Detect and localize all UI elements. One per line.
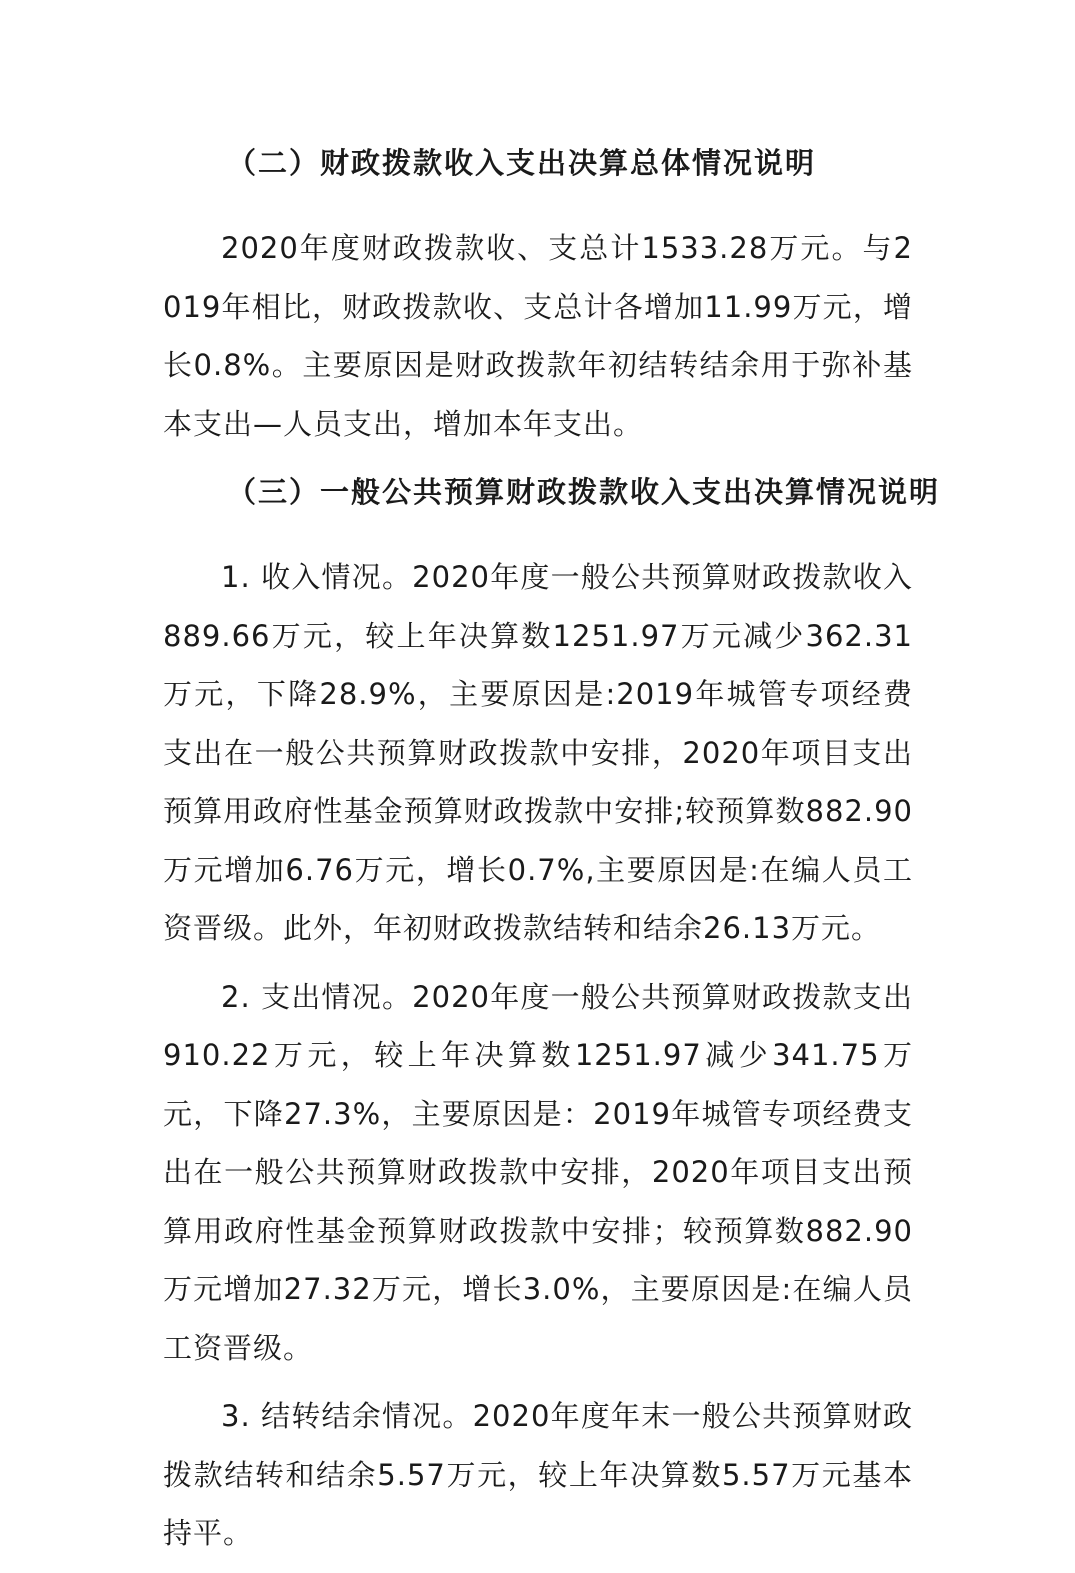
section-2-paragraph: 2020年度财政拨款收、支总计1533.28万元。与2019年相比，财政拨款收、支总计各增加11.99万元，增长0.8%。主要原因是财政拨款年初结转结余用于弥补基本支出—人员支出，增加本年支出。 (163, 231, 913, 441)
income-paragraph: 1. 收入情况。2020年度一般公共预算财政拨款收入889.66万元，较上年决算数1251.97万元减少362.31万元，下降28.9%，主要原因是:2019年城管专项经费支出在一般公共预算财政拨款中安排，2020年项目支出预算用政府性基金预算财政拨款中安排;较预算数882.90万元增加6.76万元，增长0.7%,主要原因是:在编人员工资晋级。此外，年初财政拨款结转和结余26.13万元。 (163, 560, 913, 945)
section-2-heading: （二）财政拨款收入支出决算总体情况说明 (227, 146, 817, 180)
carryover-paragraph: 3. 结转结余情况。2020年度年末一般公共预算财政拨款结转和结余5.57万元，较上年决算数5.57万元基本持平。 (163, 1399, 913, 1550)
document-body (163, 134, 941, 1573)
expenditure-paragraph: 2. 支出情况。2020年度一般公共预算财政拨款支出910.22万元，较上年决算数1251.97减少341.75万元，下降27.3%，主要原因是：2019年城管专项经费支出在一般公共预算财政拨款中安排，2020年项目支出预算用政府性基金预算财政拨款中安排；较预算数882.90万元增加27.32万元，增长3.0%，主要原因是:在编人员工资晋级。 (163, 979, 913, 1365)
section-3-heading: （三）一般公共预算财政拨款收入支出决算情况说明 (227, 475, 941, 509)
